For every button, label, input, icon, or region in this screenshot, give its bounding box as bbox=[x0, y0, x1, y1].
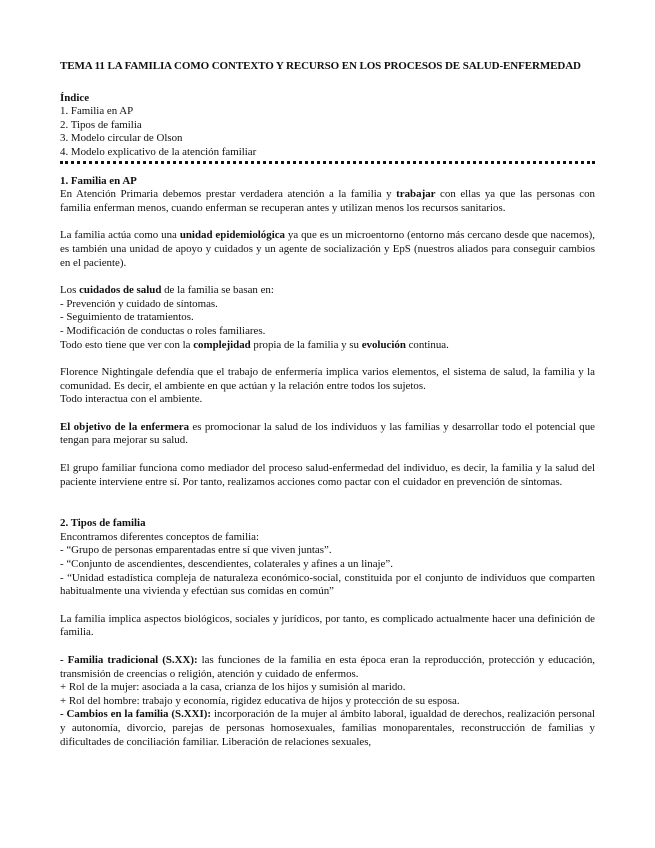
paragraph: Todo interactua con el ambiente. bbox=[60, 393, 203, 406]
index-item: 2. Tipos de familia bbox=[60, 118, 142, 131]
section-2-title: 2. Tipos de familia bbox=[60, 517, 146, 530]
list-item: + Rol de la mujer: asociada a la casa, crianza de los hijos y sumisión al marido. bbox=[60, 681, 406, 694]
list-item: - “Conjunto de ascendientes, descendientes, colaterales y afines a un linaje”. bbox=[60, 558, 393, 571]
paragraph: La familia actúa como una unidad epidemiológica ya que es un microentorno (entorno más cercano desde que nacemos), es también una unidad de apoyo y cuidados y un agente de socialización y EpS (nuestros aliados para conseguir cambios en el paciente). bbox=[60, 229, 595, 269]
index-item: 4. Modelo explicativo de la atención familiar bbox=[60, 145, 257, 158]
index-list bbox=[60, 105, 595, 159]
paragraph: Encontramos diferentes conceptos de familia: bbox=[60, 530, 259, 543]
paragraph: Todo esto tiene que ver con la complejidad propia de la familia y su evolución continua. bbox=[60, 338, 449, 351]
section-1-title: 1. Familia en AP bbox=[60, 174, 137, 187]
paragraph: Florence Nightingale defendía que el trabajo de enfermería implica varios elementos, el sistema de salud, la familia y la comunidad. Es decir, el ambiente en que actúan y la relación entre todos los sujetos. bbox=[60, 366, 595, 392]
document-title: TEMA 11 LA FAMILIA COMO CONTEXTO Y RECURSO EN LOS PROCESOS DE SALUD-ENFERMEDAD bbox=[60, 60, 581, 72]
paragraph: - Cambios en la familia (S.XXI): incorporación de la mujer al ámbito laboral, igualdad de derechos, realización personal y autonomía, divorcio, parejas de personas homosexuales, familias monoparentales, reconstrucción de familias y dificultades de conciliación familiar. Liberación de relaciones sexuales, bbox=[60, 708, 595, 748]
paragraph: - Familia tradicional (S.XX): las funciones de la familia en esta época eran la reproducción, protección y educación, transmisión de creencias o religión, atención y cuidado de enfermos. bbox=[60, 654, 596, 680]
paragraph: El grupo familiar funciona como mediador del proceso salud-enfermedad del individuo, es decir, la familia y la salud del paciente interviene entre sí. Por tanto, realizamos acciones como pactar con el cuidador en prevención de síntomas. bbox=[60, 462, 595, 488]
index-section bbox=[60, 92, 595, 160]
paragraph: Los cuidados de salud de la familia se basan en: bbox=[60, 284, 274, 297]
list-item: - “Unidad estadística compleja de naturaleza económico-social, constituida por el conjunto de individuos que comparten habitualmente una vivienda y efectúan sus comidas en común” bbox=[60, 571, 595, 598]
paragraph: El objetivo de la enfermera es promocionar la salud de los individuos y las familias y desarrollar todo el potencial que tengan para mejorar su salud. bbox=[60, 420, 595, 447]
index-title: Índice bbox=[60, 91, 90, 104]
list-item: - “Grupo de personas emparentadas entre sí que viven juntas”. bbox=[60, 544, 332, 557]
paragraph: En Atención Primaria debemos prestar verdadera atención a la familia y trabajar con ellas ya que las personas con familia enferman menos, cuando enferman se recuperan antes y utilizan menos los recursos sanitarios. bbox=[60, 188, 595, 214]
dotted-divider bbox=[60, 161, 595, 164]
index-item: 3. Modelo circular de Olson bbox=[60, 132, 183, 145]
list-item: - Seguimiento de tratamientos. bbox=[60, 311, 194, 324]
list-item: + Rol del hombre: trabajo y economía, rigidez educativa de hijos y protección de su esposa. bbox=[60, 694, 460, 707]
list-item: - Modificación de conductas o roles familiares. bbox=[60, 324, 266, 337]
index-item: 1. Familia en AP bbox=[60, 105, 134, 118]
paragraph: La familia implica aspectos biológicos, sociales y jurídicos, por tanto, es complicado actualmente hacer una definición de familia. bbox=[60, 612, 595, 639]
list-item: - Prevención y cuidado de síntomas. bbox=[60, 297, 218, 310]
